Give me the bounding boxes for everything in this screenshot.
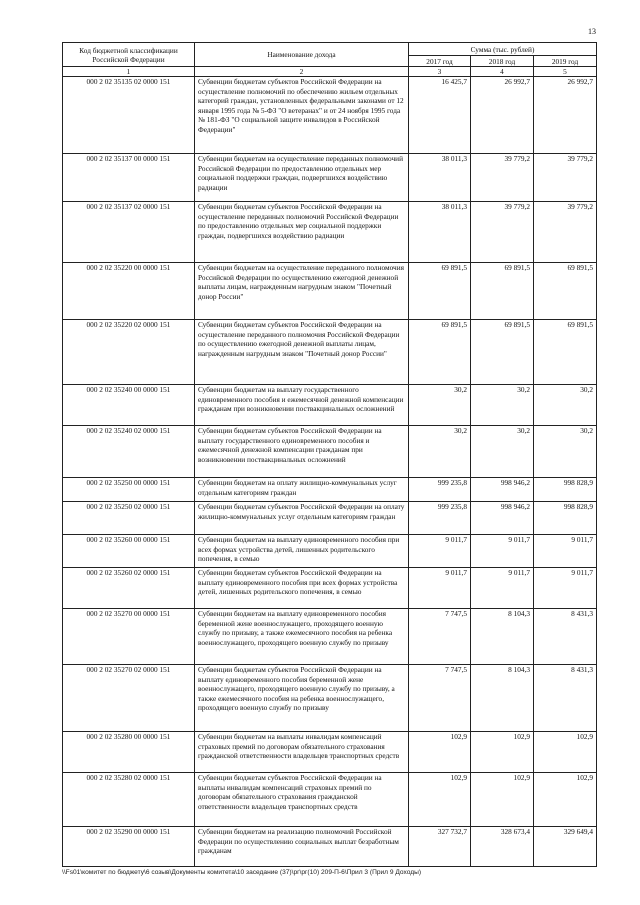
row-2017: 30,2 xyxy=(409,385,471,426)
row-name: Субвенции бюджетам субъектов Российской Федерации на выплату единовременного пособия при всех формах устройства детей, лишенных родительского попечения, в семью xyxy=(195,568,409,609)
row-2017: 102,9 xyxy=(409,773,471,827)
row-2019: 39 779,2 xyxy=(534,154,597,202)
row-2018: 9 011,7 xyxy=(471,535,534,568)
row-name: Субвенции бюджетам субъектов Российской Федерации на осуществление полномочий по обеспечению жильем отдельных категорий граждан, установленных федеральными законами от 12 января 1995 года № 5-ФЗ "О ветеранах" и от 24 ноября 1995 года № 181-ФЗ "О социальной защите инвалидов в Российской Федерации" xyxy=(195,77,409,154)
header-year-2017: 2017 год xyxy=(409,56,471,67)
row-2019: 9 011,7 xyxy=(534,568,597,609)
header-code: Код бюджетной классификации Российской Федерации xyxy=(63,43,195,67)
row-2019: 102,9 xyxy=(534,773,597,827)
row-code: 000 2 02 35137 00 0000 151 xyxy=(63,154,195,202)
row-2019: 69 891,5 xyxy=(534,320,597,385)
row-2018: 102,9 xyxy=(471,732,534,773)
table-row xyxy=(63,385,597,426)
row-2017: 9 011,7 xyxy=(409,535,471,568)
row-2019: 26 992,7 xyxy=(534,77,597,154)
row-2017: 38 011,3 xyxy=(409,202,471,263)
row-code: 000 2 02 35250 02 0000 151 xyxy=(63,502,195,535)
row-2018: 998 946,2 xyxy=(471,502,534,535)
table-row xyxy=(63,154,597,202)
row-code: 000 2 02 35260 00 0000 151 xyxy=(63,535,195,568)
row-code: 000 2 02 35260 02 0000 151 xyxy=(63,568,195,609)
row-2018: 8 104,3 xyxy=(471,665,534,732)
row-code: 000 2 02 35220 00 0000 151 xyxy=(63,263,195,320)
row-2018: 998 946,2 xyxy=(471,478,534,502)
col-number: 2 xyxy=(195,67,409,77)
table-row xyxy=(63,665,597,732)
row-2017: 38 011,3 xyxy=(409,154,471,202)
row-name: Субвенции бюджетам на оплату жилищно-коммунальных услуг отдельным категориям граждан xyxy=(195,478,409,502)
row-2018: 39 779,2 xyxy=(471,154,534,202)
row-2018: 39 779,2 xyxy=(471,202,534,263)
row-2019: 9 011,7 xyxy=(534,535,597,568)
row-2017: 999 235,8 xyxy=(409,478,471,502)
row-name: Субвенции бюджетам субъектов Российской Федерации на выплату государственного единовременного пособия и ежемесячной денежной компенсации гражданам при возникновении поствакцинальных осложнений xyxy=(195,426,409,478)
budget-income-table xyxy=(62,42,597,867)
header-year-2018: 2018 год xyxy=(471,56,534,67)
row-2018: 30,2 xyxy=(471,385,534,426)
row-2019: 39 779,2 xyxy=(534,202,597,263)
row-name: Субвенции бюджетам на выплаты инвалидам компенсаций страховых премий по договорам обязательного страхования гражданской ответственности владельцев транспортных средств xyxy=(195,732,409,773)
col-number: 4 xyxy=(471,67,534,77)
row-2017: 9 011,7 xyxy=(409,568,471,609)
row-code: 000 2 02 35290 00 0000 151 xyxy=(63,827,195,867)
row-2017: 999 235,8 xyxy=(409,502,471,535)
row-name: Субвенции бюджетам субъектов Российской Федерации на оплату жилищно-коммунальных услуг отдельным категориям граждан xyxy=(195,502,409,535)
row-2018: 26 992,7 xyxy=(471,77,534,154)
row-2017: 7 747,5 xyxy=(409,609,471,665)
row-2017: 30,2 xyxy=(409,426,471,478)
row-2018: 328 673,4 xyxy=(471,827,534,867)
row-name: Субвенции бюджетам субъектов Российской Федерации на выплату единовременного пособия беременной жене военнослужащего, проходящего военную службу по призыву, а также ежемесячного пособия на ребенка военнослужащего, проходящего военную службу по призыву xyxy=(195,665,409,732)
row-2019: 30,2 xyxy=(534,426,597,478)
row-2017: 327 732,7 xyxy=(409,827,471,867)
table-row xyxy=(63,609,597,665)
header-sum: Сумма (тыс. рублей) xyxy=(409,43,597,56)
page-number: 13 xyxy=(588,27,596,36)
header-name: Наименование дохода xyxy=(195,43,409,67)
table-row xyxy=(63,320,597,385)
col-number: 1 xyxy=(63,67,195,77)
row-2019: 8 431,3 xyxy=(534,609,597,665)
table-row xyxy=(63,202,597,263)
row-name: Субвенции бюджетам субъектов Российской Федерации на осуществление переданного полномочия Российской Федерации по осуществлению ежегодной денежной выплаты лицам, награжденным нагрудным знаком "Почетный донор России" xyxy=(195,320,409,385)
row-2017: 102,9 xyxy=(409,732,471,773)
row-2019: 69 891,5 xyxy=(534,263,597,320)
row-2018: 102,9 xyxy=(471,773,534,827)
row-2019: 998 828,9 xyxy=(534,502,597,535)
row-name: Субвенции бюджетам на осуществление переданного полномочия Российской Федерации по осуществлению ежегодной денежной выплаты лицам, награжденным нагрудным знаком "Почетный донор России" xyxy=(195,263,409,320)
file-path-footer: \\Fs01\комитет по бюджету\6 созыв\Документы комитета\10 заседание (37)\рг\рг(10) 209-П-6\Прил 3 (Прил 9 Доходы) xyxy=(62,869,422,876)
row-2019: 998 828,9 xyxy=(534,478,597,502)
row-2019: 8 431,3 xyxy=(534,665,597,732)
row-name: Субвенции бюджетам на осуществление переданных полномочий Российской Федерации по предоставлению отдельных мер социальной поддержки граждан, подвергшихся воздействию радиации xyxy=(195,154,409,202)
row-2017: 7 747,5 xyxy=(409,665,471,732)
row-2018: 69 891,5 xyxy=(471,320,534,385)
row-code: 000 2 02 35280 02 0000 151 xyxy=(63,773,195,827)
row-code: 000 2 02 35220 02 0000 151 xyxy=(63,320,195,385)
table-row xyxy=(63,535,597,568)
table-row xyxy=(63,568,597,609)
header-year-2019: 2019 год xyxy=(534,56,597,67)
col-number: 3 xyxy=(409,67,471,77)
row-2018: 69 891,5 xyxy=(471,263,534,320)
table-row xyxy=(63,77,597,154)
table-row xyxy=(63,263,597,320)
row-2017: 16 425,7 xyxy=(409,77,471,154)
row-2018: 30,2 xyxy=(471,426,534,478)
row-code: 000 2 02 35240 00 0000 151 xyxy=(63,385,195,426)
row-2018: 8 104,3 xyxy=(471,609,534,665)
row-code: 000 2 02 35240 02 0000 151 xyxy=(63,426,195,478)
row-name: Субвенции бюджетам субъектов Российской Федерации на осуществление переданных полномочий Российской Федерации по предоставлению отдельных мер социальной поддержки граждан, подвергшихся воздействию радиации xyxy=(195,202,409,263)
table-row xyxy=(63,502,597,535)
table-row xyxy=(63,426,597,478)
row-name: Субвенции бюджетам на выплату государственного единовременного пособия и ежемесячной денежной компенсации гражданам при возникновении поствакцинальных осложнений xyxy=(195,385,409,426)
row-2018: 9 011,7 xyxy=(471,568,534,609)
row-2019: 30,2 xyxy=(534,385,597,426)
row-2017: 69 891,5 xyxy=(409,320,471,385)
row-code: 000 2 02 35135 02 0000 151 xyxy=(63,77,195,154)
table-row xyxy=(63,773,597,827)
table-row xyxy=(63,827,597,867)
row-name: Субвенции бюджетам на выплату единовременного пособия при всех формах устройства детей, лишенных родительского попечения, в семью xyxy=(195,535,409,568)
row-2017: 69 891,5 xyxy=(409,263,471,320)
row-name: Субвенции бюджетам субъектов Российской Федерации на выплаты инвалидам компенсаций страховых премий по договорам обязательного страхования гражданской ответственности владельцев транспортных средств xyxy=(195,773,409,827)
row-code: 000 2 02 35250 00 0000 151 xyxy=(63,478,195,502)
row-code: 000 2 02 35280 00 0000 151 xyxy=(63,732,195,773)
row-code: 000 2 02 35270 00 0000 151 xyxy=(63,609,195,665)
row-name: Субвенции бюджетам на реализацию полномочий Российской Федерации по осуществлению социальных выплат безработным гражданам xyxy=(195,827,409,867)
row-2019: 102,9 xyxy=(534,732,597,773)
row-name: Субвенции бюджетам на выплату единовременного пособия беременной жене военнослужащего, проходящего военную службу по призыву, а также ежемесячного пособия на ребенка военнослужащего, проходящего военную службу по призыву xyxy=(195,609,409,665)
row-code: 000 2 02 35270 02 0000 151 xyxy=(63,665,195,732)
row-code: 000 2 02 35137 02 0000 151 xyxy=(63,202,195,263)
table-row xyxy=(63,478,597,502)
table-row xyxy=(63,732,597,773)
row-2019: 329 649,4 xyxy=(534,827,597,867)
col-number: 5 xyxy=(534,67,597,77)
